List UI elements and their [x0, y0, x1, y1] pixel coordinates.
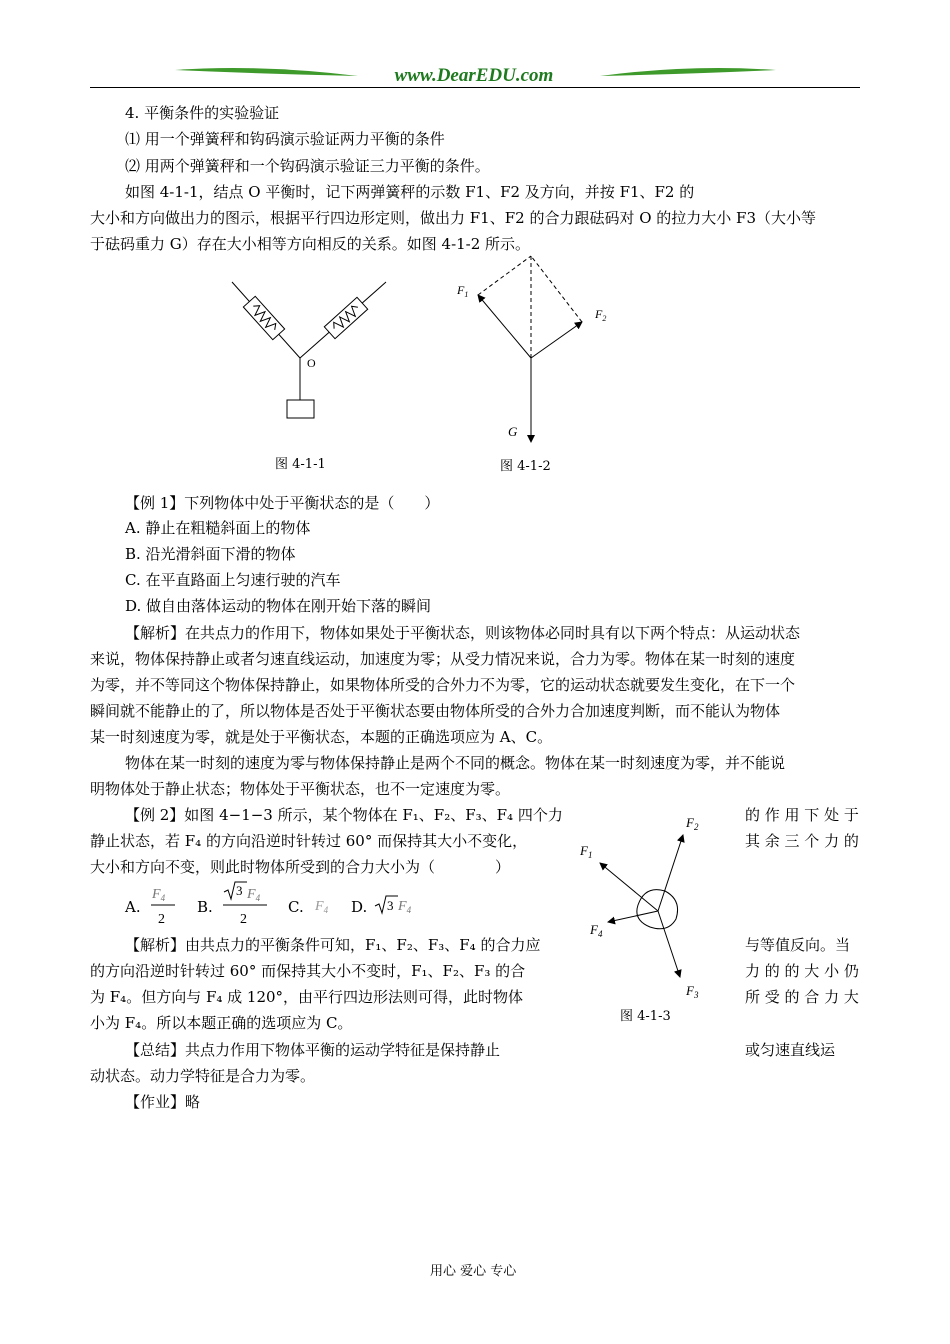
example1-analysis-5: 某一时刻速度为零，就是处于平衡状态，本题的正确选项应为 A、C。 [90, 728, 553, 746]
figure-4-1-1 [220, 270, 400, 470]
option-a-label: A. [125, 898, 141, 916]
caption-4-1-1: 图 4-1-1 [275, 457, 326, 472]
force-f2-arrow [531, 322, 582, 358]
example2-options [125, 880, 425, 930]
example1-option-b: B. 沿光滑斜面下滑的物体 [125, 545, 296, 563]
header [90, 60, 860, 90]
weight-block [287, 400, 314, 418]
figure-4-1-2 [440, 250, 620, 450]
option-d-value [373, 892, 421, 920]
svg-text:F4: $F_4$ [315, 899, 329, 915]
example2-analysis-1-right: 与等值反向。当 [745, 936, 851, 954]
option-c-label: C. [288, 898, 304, 916]
option-a-fraction [149, 880, 179, 930]
section-para-line-2: 大小和方向做出力的图示，根据平行四边形定则，做出力 F1、F2 的合力跟砝码对 O 的拉力大小 F3（大小等 [90, 209, 816, 227]
force-f1 [600, 863, 658, 911]
svg-text:F4: $F_4$ [398, 899, 412, 915]
label-o: O [307, 356, 316, 370]
svg-text:2: 2 [240, 912, 247, 927]
spring-scale-left [243, 296, 284, 339]
section-title: 4. 平衡条件的实验验证 [125, 104, 280, 122]
example2-summary-left: 【总结】共点力作用下物体平衡的运动学特征是保持静止 [125, 1041, 501, 1059]
option-b-fraction [221, 880, 271, 930]
label-f1: $F_1$ [580, 843, 593, 860]
header-logo [90, 60, 860, 90]
example2-question-1-right: 的 作 用 下 处 于 [745, 806, 859, 824]
force-f2 [658, 835, 683, 911]
example2-summary-right: 或匀速直线运 [745, 1041, 836, 1059]
example2-question-2-left: 静止状态，若 F₄ 的方向沿逆时针转过 60° 而保持其大小不变化， [90, 832, 528, 850]
logo-text: www.DearEDU.com [394, 65, 554, 86]
example2-analysis-3-left: 为 F₄。但方向与 F₄ 成 120°，由平行四边形法则可得，此时物体 [90, 988, 524, 1006]
example1-option-d: D. 做自由落体运动的物体在刚开始下落的瞬间 [125, 597, 432, 615]
caption-4-1-2: 图 4-1-2 [500, 459, 551, 474]
example1-option-c: C. 在平直路面上匀速行驶的汽车 [125, 571, 341, 589]
example2-analysis-4-left: 小为 F₄。所以本题正确的选项应为 C。 [90, 1014, 353, 1032]
example1-analysis-2: 来说，物体保持静止或者匀速直线运动，加速度为零；从受力情况来说，合力为零。物体在某一时刻的速度 [90, 650, 796, 668]
footer-text: 用心 爱心 专心 [430, 1264, 517, 1279]
parallelogram-dashed-1 [478, 256, 531, 295]
label-f2: $F_2$ [686, 815, 699, 832]
section-para-line-1: 如图 4-1-1，结点 O 平衡时，记下两弹簧秤的示数 F1、F2 及方向，并按 F1、F2 的 [125, 183, 695, 201]
label-f4: $F_4$ [590, 922, 603, 939]
example2-analysis-3-right: 所 受 的 合 力 大 [745, 988, 859, 1006]
example1-analysis-3: 为零，并不等同这个物体保持静止，如果物体所受的合外力不为零，它的运动状态就要发生变化，在下一个 [90, 676, 796, 694]
example1-option-a: A. 静止在粗糙斜面上的物体 [125, 519, 311, 537]
force-f1-arrow [478, 295, 531, 358]
example1-analysis-1: 【解析】在共点力的作用下，物体如果处于平衡状态，则该物体必同时具有以下两个特点：从运动状态 [125, 624, 801, 642]
example2-summary-line-2: 动状态。动力学特征是合力为零。 [90, 1067, 316, 1085]
header-rule [90, 87, 860, 88]
example2-analysis-2-right: 力 的 的 大 小 仍 [745, 962, 859, 980]
homework: 【作业】略 [125, 1093, 201, 1111]
logo-swoosh-right [600, 68, 776, 76]
option-c-value [313, 894, 337, 920]
option-d-label: D. [351, 898, 368, 916]
figure-4-1-3 [570, 805, 730, 1005]
svg-text:3: 3 [236, 883, 243, 898]
example1-note-1: 物体在某一时刻的速度为零与物体保持静止是两个不同的概念。物体在某一时刻速度为零，并不能说 [125, 754, 786, 772]
svg-text:F4: $F_4$ [247, 887, 261, 903]
example1-note-2: 明物体处于静止状态；物体处于平衡状态，也不一定速度为零。 [90, 780, 511, 798]
example2-question-3: 大小和方向不变，则此时物体所受到的合力大小为（ ） [90, 858, 511, 876]
example2-question-1-left: 【例 2】如图 4−1−3 所示，某个物体在 F₁、F₂、F₃、F₄ 四个力 [125, 806, 563, 824]
section-item-2: ⑵ 用两个弹簧秤和一个钩码演示验证三力平衡的条件。 [125, 157, 490, 175]
object-body [637, 890, 678, 929]
spring-scale-right [324, 297, 367, 338]
option-b-label: B. [197, 898, 213, 916]
svg-text:2: 2 [158, 912, 165, 927]
caption-4-1-3: 图 4-1-3 [620, 1009, 671, 1024]
example2-analysis-2-left: 的方向沿逆时针转过 60° 而保持其大小不变时，F₁、F₂、F₃ 的合 [90, 962, 526, 980]
example2-analysis-1-left: 【解析】由共点力的平衡条件可知，F₁、F₂、F₃、F₄ 的合力应 [125, 936, 541, 954]
label-f2: $F_2$ [595, 307, 607, 323]
example1-analysis-4: 瞬间就不能静止的了，所以物体是否处于平衡状态要由物体所受的合外力合加速度判断，而不能认为物体 [90, 702, 781, 720]
svg-text:F4: $F_4$ [152, 887, 166, 903]
example1-question: 【例 1】下列物体中处于平衡状态的是（ ） [125, 494, 440, 512]
section-item-1: ⑴ 用一个弹簧秤和钩码演示验证两力平衡的条件 [125, 130, 445, 148]
logo-swoosh-left [175, 68, 358, 76]
section-para-line-3: 于砝码重力 G）存在大小相等方向相反的关系。如图 4-1-2 所示。 [90, 235, 531, 253]
label-f1: $F_1$ [457, 283, 469, 299]
parallelogram-dashed-2 [531, 256, 582, 322]
force-f4 [608, 911, 658, 922]
label-g: G [508, 424, 518, 439]
svg-text:3: 3 [387, 898, 394, 913]
label-f3: $F_3$ [686, 983, 699, 1000]
example2-question-2-right: 其 余 三 个 力 的 [745, 832, 859, 850]
force-f3 [658, 911, 680, 977]
